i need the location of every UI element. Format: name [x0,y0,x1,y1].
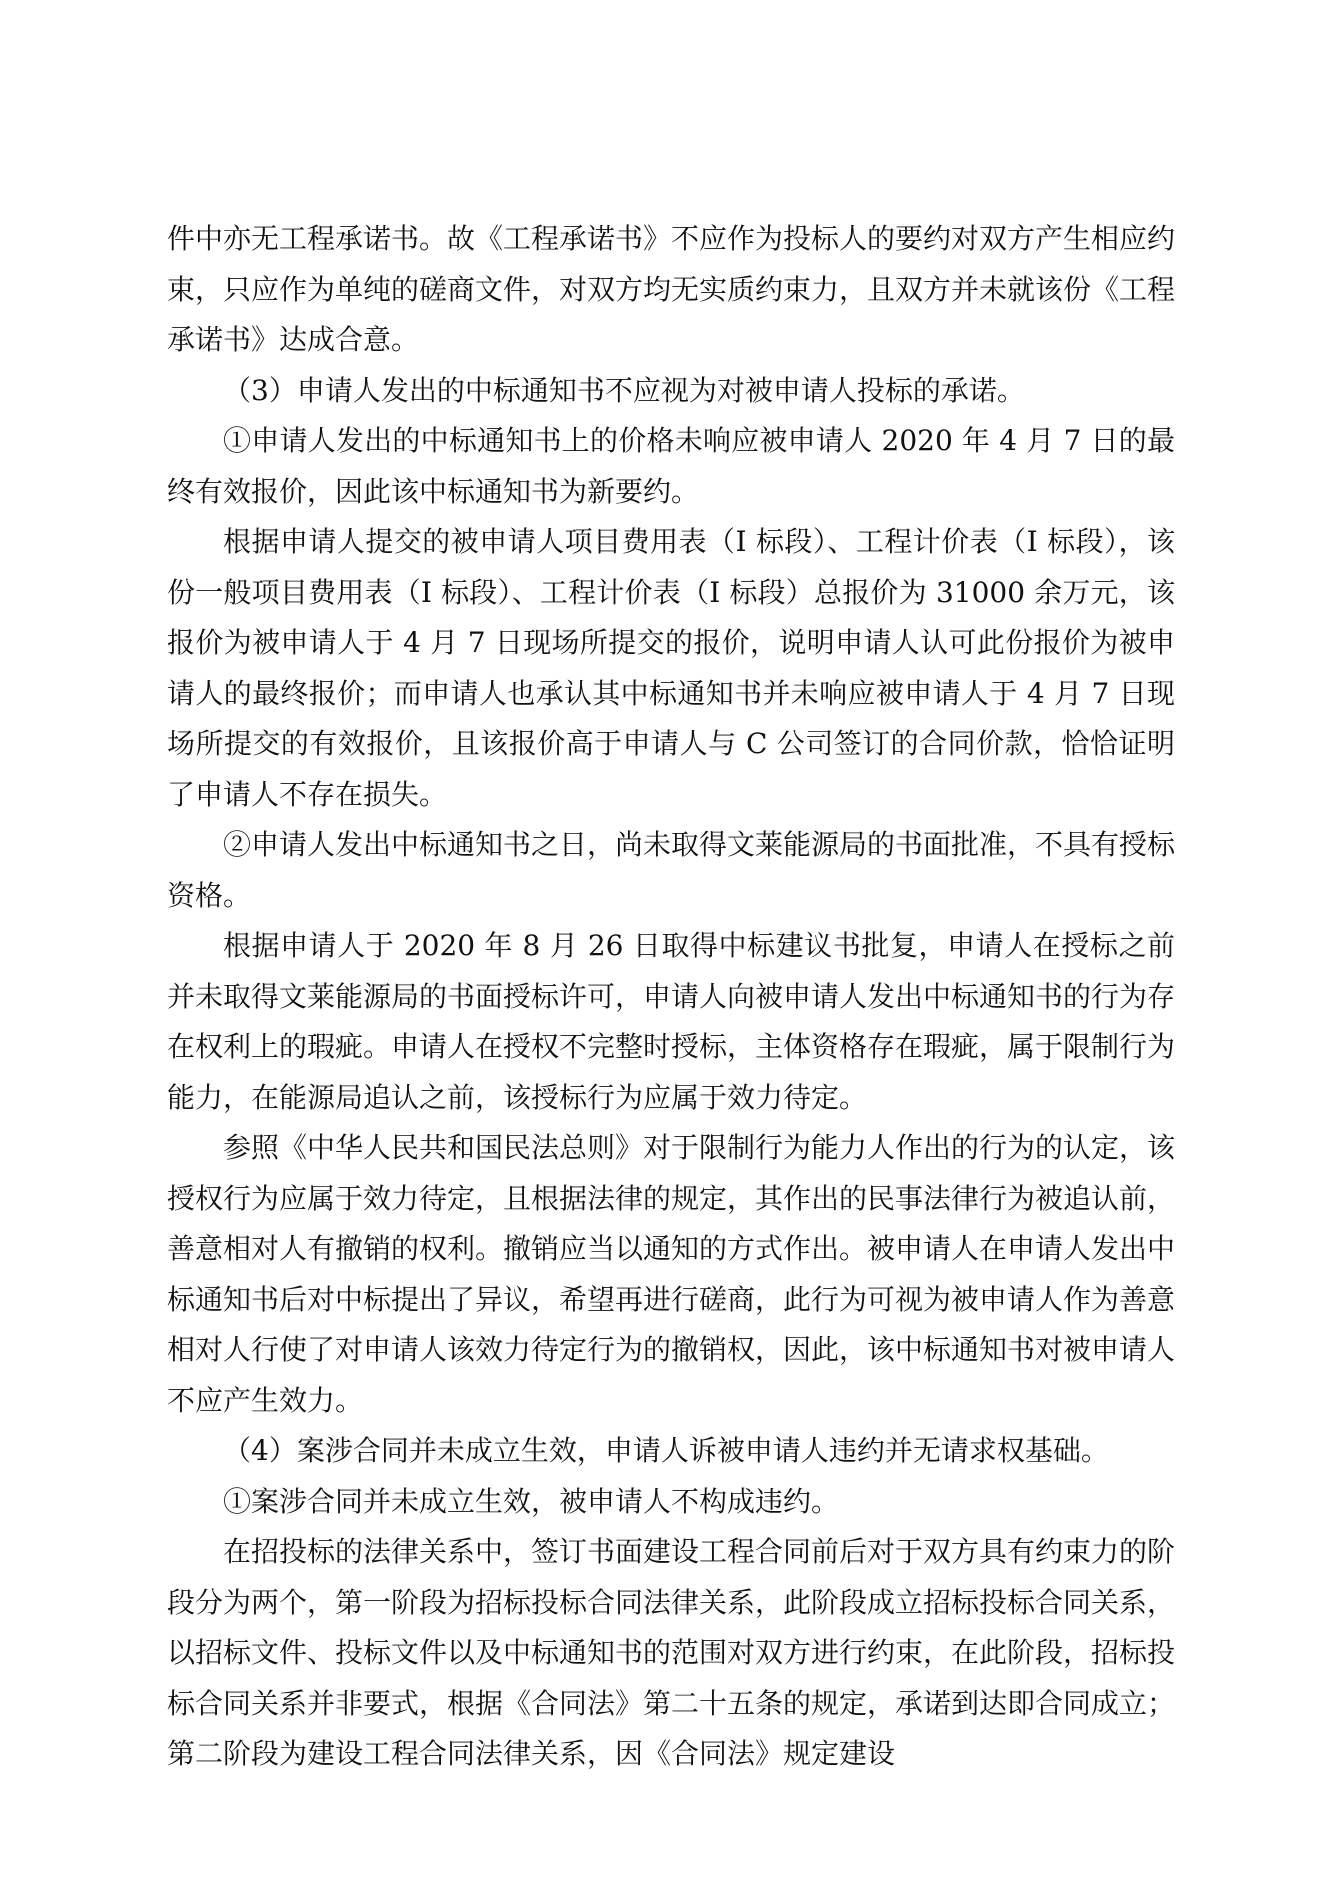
paragraph-2: （3）申请人发出的中标通知书不应视为对被申请人投标的承诺。 [223,373,1025,407]
paragraph-9: ①案涉合同并未成立生效，被申请人不构成违约。 [223,1484,840,1518]
paragraph-4: 根据申请人提交的被申请人项目费用表（I 标段）、工程计价表（I 标段），该份一般项目费用表（I 标段）、工程计价表（I 标段）总报价为 31000 余万元，该报价为被申请人于 4 月 7 日现场所提交的报价，说明申请人认可此份报价为被申请人的最终报价；而申请人也承认其中标通知书并未响应被申请人于 4 月 7 日现场所提交的有效报价，且该报价高于申请人与 C 公司签订的合同价款，恰恰证明了申请人不存在损失。 [167,525,1175,811]
paragraph-7: 参照《中华人民共和国民法总则》对于限制行为能力人作出的行为的认定，该授权行为应属于效力待定，且根据法律的规定，其作出的民事法律行为被追认前，善意相对人有撤销的权利。撤销应当以通知的方式作出。被申请人在申请人发出中标通知书后对中标提出了异议，希望再进行磋商，此行为可视为被申请人作为善意相对人行使了对申请人该效力待定行为的撤销权，因此，该中标通知书对被申请人不应产生效力。 [167,1131,1176,1417]
paragraph-8: （4）案涉合同并未成立生效，申请人诉被申请人违约并无请求权基础。 [223,1434,1109,1467]
paragraph-1: 件中亦无工程承诺书。故《工程承诺书》不应作为投标人的要约对双方产生相应约束，只应作为单纯的磋商文件，对双方均无实质约束力，且双方并未就该份《工程承诺书》达成合意。 [167,222,1176,356]
paragraph-3: ①申请人发出的中标通知书上的价格未响应被申请人 2020 年 4 月 7 日的最终有效报价，因此该中标通知书为新要约。 [167,424,1175,508]
paragraph-5: ②申请人发出中标通知书之日，尚未取得文莱能源局的书面批准，不具有授标资格。 [167,828,1176,912]
paragraph-6: 根据申请人于 2020 年 8 月 26 日取得中标建议书批复，申请人在授标之前并未取得文莱能源局的书面授标许可，申请人向被申请人发出中标通知书的行为存在权利上的瑕疵。申请人在授权不完整时授标，主体资格存在瑕疵，属于限制行为能力，在能源局追认之前，该授标行为应属于效力待定。 [167,929,1176,1114]
paragraph-10: 在招投标的法律关系中，签订书面建设工程合同前后对于双方具有约束力的阶段分为两个，第一阶段为招标投标合同法律关系，此阶段成立招标投标合同关系，以招标文件、投标文件以及中标通知书的范围对双方进行约束，在此阶段，招标投标合同关系并非要式，根据《合同法》第二十五条的规定，承诺到达即合同成立；第二阶段为建设工程合同法律关系，因《合同法》规定建设 [167,1535,1176,1770]
document-body [167,214,1175,1780]
